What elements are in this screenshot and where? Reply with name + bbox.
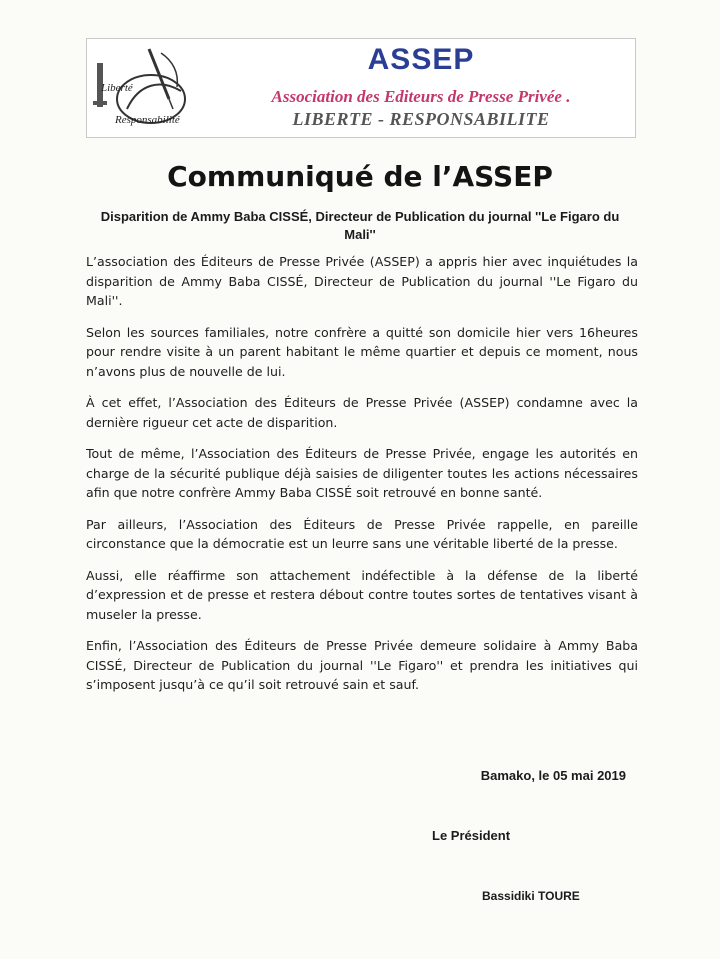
paragraph: Aussi, elle réaffirme son attachement indéfectible à la défense de la liberté d’expression et de presse et restera débout contre toutes sortes de tentatives visant à museler la presse. xyxy=(86,567,638,622)
assep-logo xyxy=(87,39,207,137)
paragraph: À cet effet, l’Association des Éditeurs de Presse Privée (ASSEP) condamne avec la dernière rigueur cet acte de disparition. xyxy=(86,395,638,430)
document-title: Communiqué de l’ASSEP xyxy=(167,160,553,193)
signer-title: Le Président xyxy=(432,828,511,843)
paragraph: Selon les sources familiales, notre confrère a quitté son domicile hier vers 16heures pour rendre visite à un parent habitant le même quartier et depuis ce moment, nous n’avons plus de nouvelle de lui. xyxy=(86,324,638,379)
signer-name: Bassidiki TOURE xyxy=(482,889,580,903)
paragraph: Enfin, l’Association des Éditeurs de Presse Privée demeure solidaire à Ammy Baba CISSÉ, Directeur de Publication du journal ''Le Figaro'' et prendra les initiatives qui s’imposent jusqu’à ce qu’il soit retrouvé sain et sauf. xyxy=(86,638,638,692)
paragraph: L’association des Éditeurs de Presse Privée (ASSEP) a appris hier avec inquiétudes la disparition de Ammy Baba CISSÉ, Directeur de Publication du journal ''Le Figaro du Mali''. xyxy=(86,254,638,308)
logo-text-top: Liberté xyxy=(101,82,133,94)
document-subtitle: Disparition de Ammy Baba CISSÉ, Directeur de Publication du journal ''Le Figaro du Mali'' xyxy=(100,209,620,242)
org-motto: LIBERTE - RESPONSABILITE xyxy=(292,109,550,129)
org-full-name: Association des Editeurs de Presse Privée . xyxy=(271,87,571,106)
paragraph: Tout de même, l’Association des Éditeurs de Presse Privée, engage les autorités en charge de la sécurité publique déjà saisies de diligenter toutes les actions nécessaires afin que notre confrère Ammy Baba CISSÉ soit retrouvé en bonne santé. xyxy=(86,446,638,500)
org-name: ASSEP xyxy=(367,43,475,76)
paragraph: Par ailleurs, l’Association des Éditeurs de Presse Privée rappelle, en pareille circonstance que la démocratie est un leurre sans une véritable liberté de la presse. xyxy=(86,516,638,551)
letterhead xyxy=(86,38,636,138)
document-body xyxy=(86,252,638,707)
logo-text-bottom: Responsabilité xyxy=(115,114,180,126)
document-date: Bamako, le 05 mai 2019 xyxy=(480,768,626,783)
